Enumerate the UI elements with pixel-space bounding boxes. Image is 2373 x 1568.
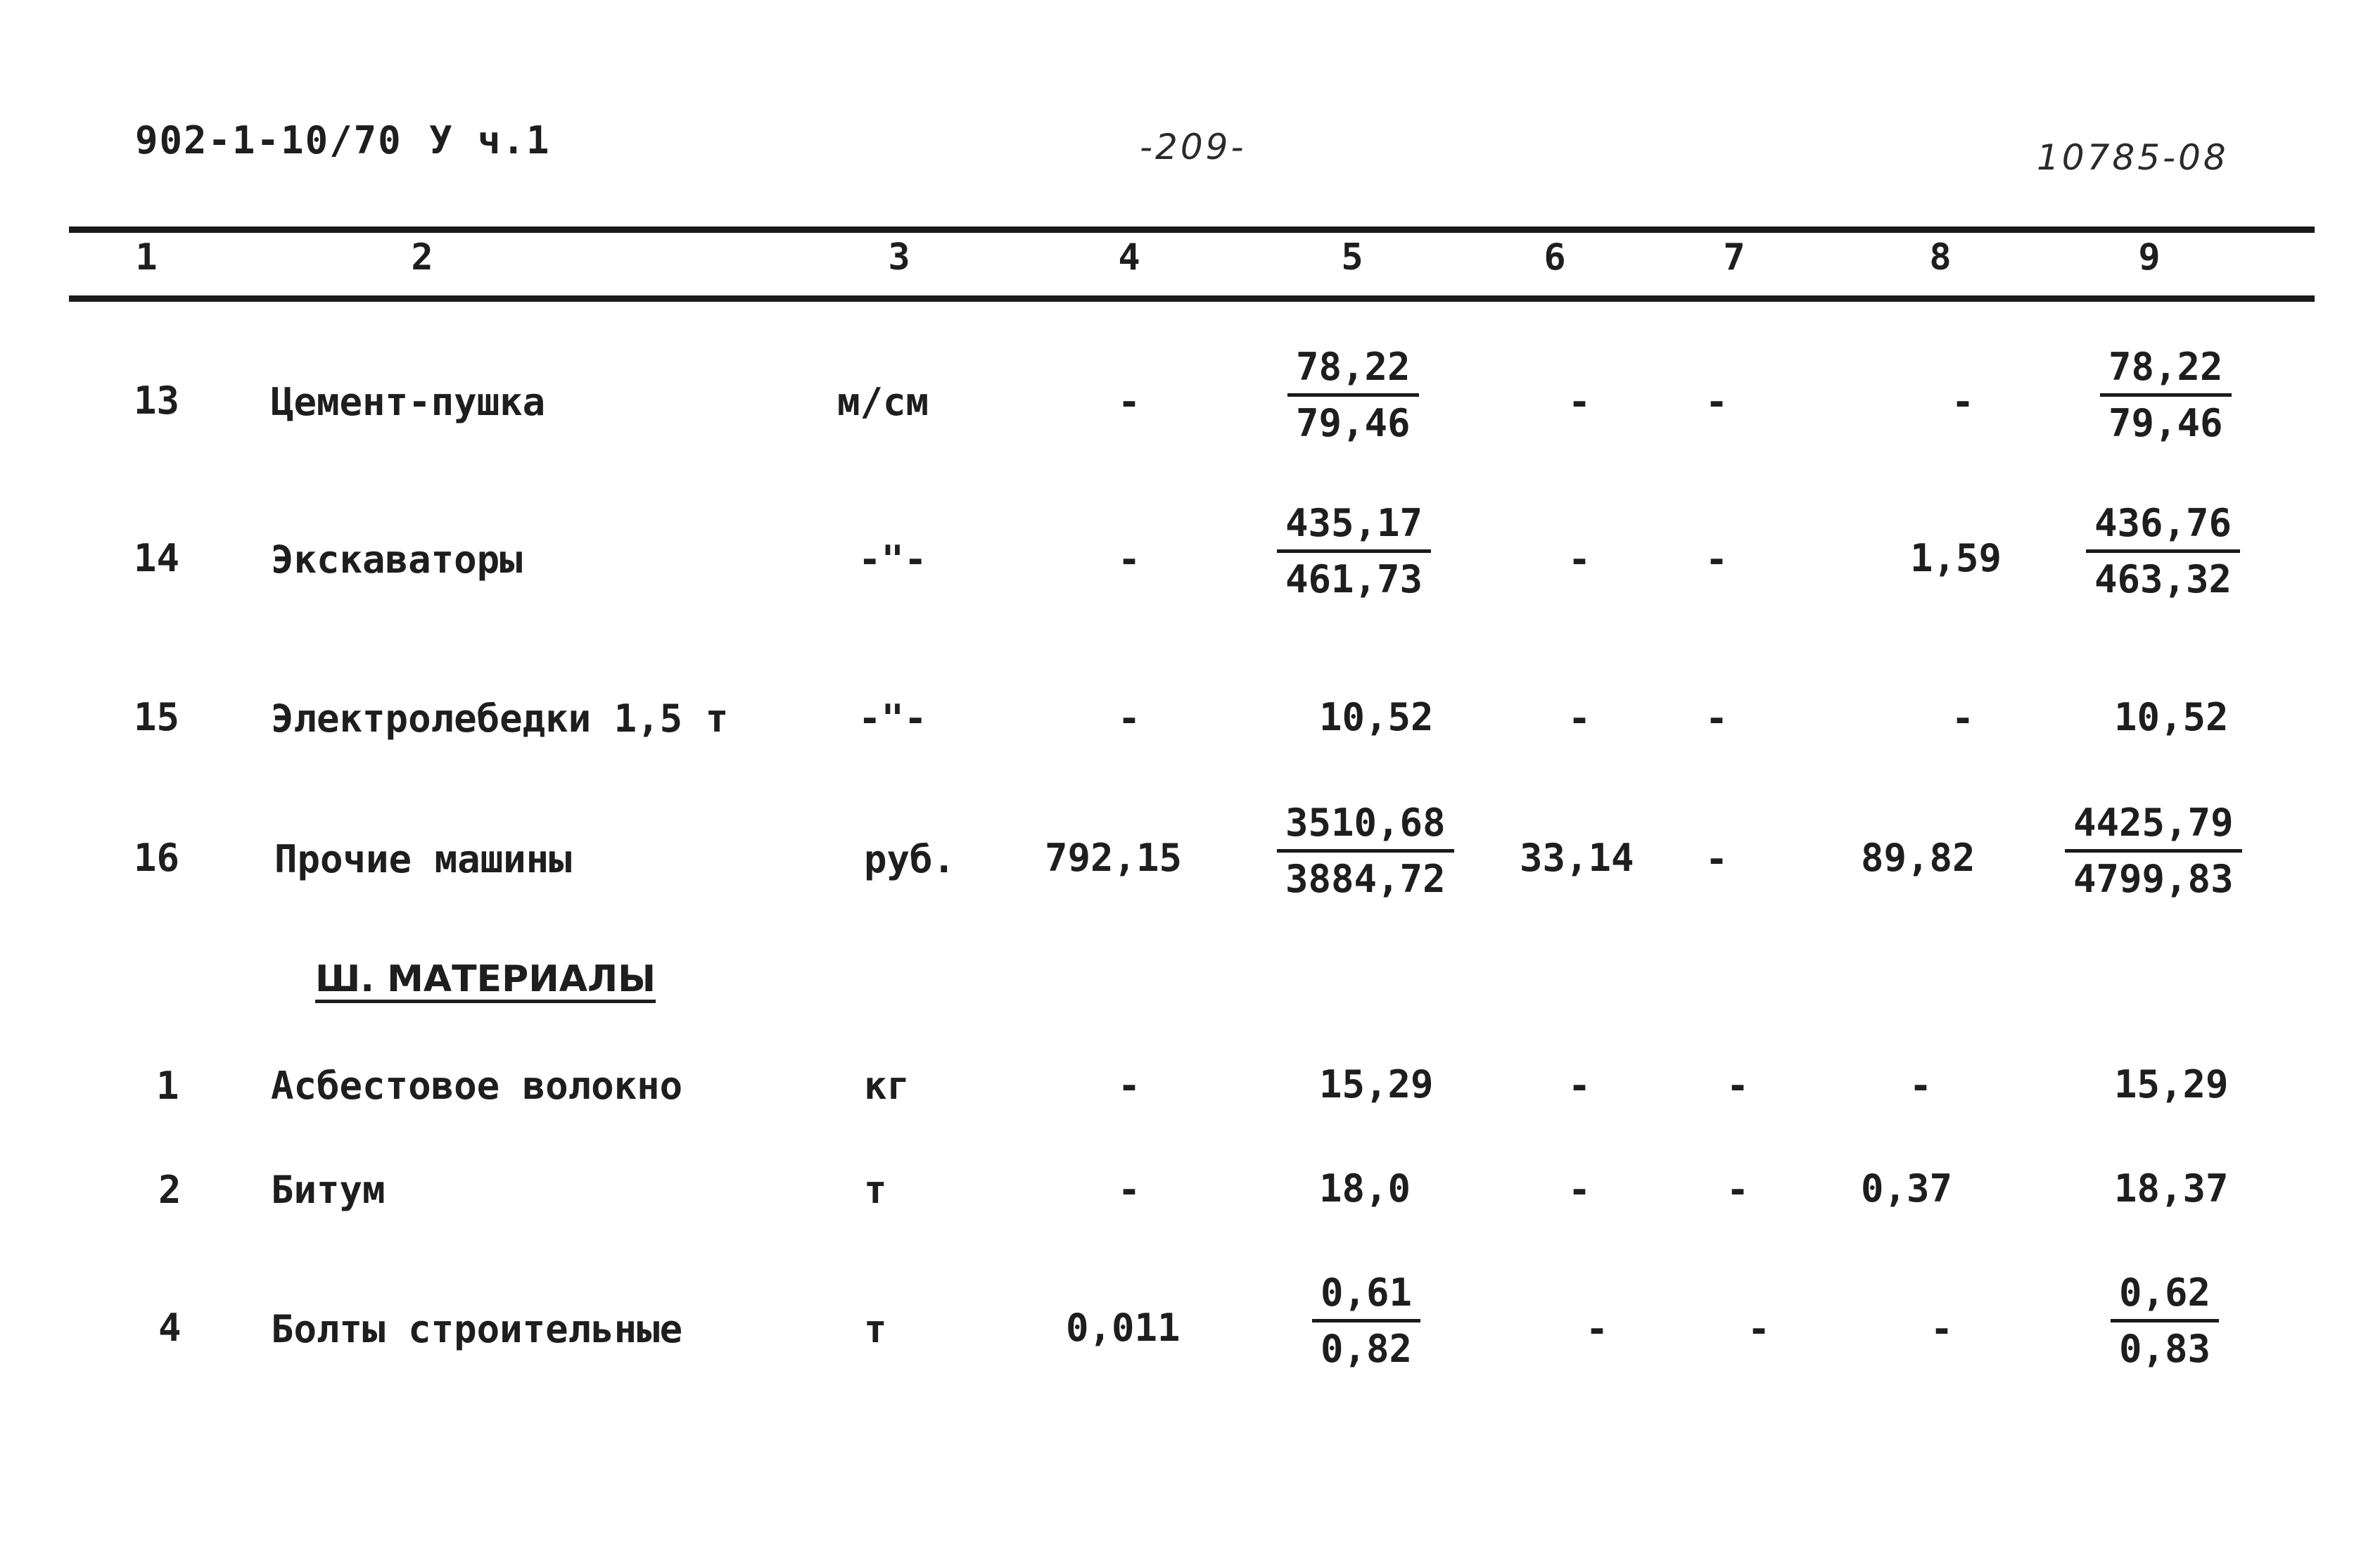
row-col9-fraction (2100, 345, 2232, 445)
row-number: 15 (134, 695, 180, 739)
row-name: Электролебедки 1,5 т (271, 696, 729, 741)
row-col5-fraction (1312, 1270, 1420, 1371)
row-col9: 10,52 (2114, 695, 2229, 739)
row-number: 1 (156, 1064, 179, 1108)
row-unit: т (864, 1307, 887, 1351)
column-number-6: 6 (1544, 236, 1566, 279)
row-col9: 18,37 (2114, 1166, 2229, 1211)
row-col9-top: 0,62 (2111, 1270, 2219, 1322)
row-col6: - (1567, 380, 1591, 424)
row-number: 13 (134, 378, 180, 423)
row-col9: 15,29 (2114, 1062, 2229, 1107)
row-col8: 89,82 (1861, 836, 1976, 880)
row-col6: 33,14 (1520, 836, 1634, 880)
row-col4: 0,011 (1066, 1306, 1181, 1350)
row-col9-fraction (2086, 501, 2240, 601)
table-top-rule (69, 227, 2315, 233)
document-part: У ч.1 (429, 118, 551, 162)
row-col9-top: 4425,79 (2065, 801, 2242, 853)
row-col6: - (1585, 1307, 1609, 1351)
row-name: Асбестовое волокно (271, 1064, 683, 1108)
row-col7: - (1705, 837, 1729, 881)
row-col4: - (1117, 1168, 1141, 1212)
document-code: 902-1-10/70 (135, 118, 402, 162)
row-number: 14 (134, 536, 180, 580)
column-number-3: 3 (888, 236, 910, 279)
row-col7: - (1747, 1307, 1771, 1351)
row-col8: - (1930, 1307, 1954, 1351)
row-col5: 15,29 (1319, 1062, 1434, 1107)
row-col9-bottom: 0,83 (2119, 1327, 2211, 1371)
row-name: Болты строительные (271, 1307, 683, 1351)
row-col9-top: 78,22 (2100, 345, 2232, 397)
row-number: 16 (134, 836, 180, 880)
column-number-9: 9 (2138, 236, 2161, 279)
row-col7: - (1726, 1064, 1750, 1108)
row-unit: кг (864, 1064, 910, 1108)
row-col4: 792,15 (1045, 836, 1183, 880)
row-col4: - (1117, 537, 1141, 582)
row-unit: м/см (837, 380, 929, 424)
page-number: -209- (1140, 127, 1247, 167)
stamp-number: 10785-08 (2037, 137, 2229, 178)
row-number: 4 (158, 1306, 182, 1350)
row-col5: 10,52 (1319, 695, 1434, 739)
row-col6: - (1567, 537, 1591, 582)
row-col7: - (1705, 696, 1729, 741)
row-col5-top: 435,17 (1277, 501, 1431, 553)
row-col9-bottom: 4799,83 (2073, 857, 2234, 901)
row-col8: - (1951, 696, 1975, 741)
row-col8: - (1951, 380, 1975, 424)
row-name: Экскаваторы (271, 537, 523, 582)
row-col8: 0,37 (1861, 1166, 1953, 1211)
column-number-4: 4 (1118, 236, 1140, 279)
row-col5: 18,0 (1319, 1166, 1411, 1211)
row-col9-bottom: 463,32 (2094, 557, 2232, 601)
row-unit: -"- (858, 696, 927, 741)
row-col7: - (1705, 537, 1729, 582)
row-col5-top: 3510,68 (1277, 801, 1454, 853)
section-title-materials: Ш. МАТЕРИАЛЫ (315, 958, 656, 1000)
row-col5-bottom: 3884,72 (1285, 857, 1446, 901)
row-col7: - (1705, 380, 1729, 424)
row-col8: - (1909, 1064, 1933, 1108)
row-col8: 1,59 (1910, 536, 2002, 580)
row-name: Цемент-пушка (271, 380, 546, 424)
row-col9-top: 436,76 (2086, 501, 2240, 553)
column-number-8: 8 (1929, 236, 1952, 279)
row-col6: - (1567, 1064, 1591, 1108)
row-col4: - (1117, 696, 1141, 741)
row-col9-fraction (2111, 1270, 2219, 1371)
row-col5-fraction (1287, 345, 1419, 445)
row-col9-bottom: 79,46 (2108, 401, 2223, 445)
row-col5-bottom: 79,46 (1296, 401, 1411, 445)
column-number-1: 1 (135, 236, 158, 279)
row-col6: - (1567, 1168, 1591, 1212)
row-unit: -"- (858, 537, 927, 582)
row-name: Прочие машины (274, 837, 572, 881)
row-unit: т (864, 1168, 887, 1212)
row-col9-fraction (2065, 801, 2242, 901)
table-header-rule (69, 295, 2315, 302)
row-name: Битум (271, 1168, 386, 1212)
column-number-7: 7 (1723, 236, 1745, 279)
row-col6: - (1567, 696, 1591, 741)
row-col4: - (1117, 1064, 1141, 1108)
row-col7: - (1726, 1168, 1750, 1212)
column-number-2: 2 (411, 236, 433, 279)
row-col4: - (1117, 380, 1141, 424)
row-col5-top: 78,22 (1287, 345, 1419, 397)
row-number: 2 (158, 1168, 182, 1212)
row-col5-fraction (1277, 501, 1431, 601)
row-col5-top: 0,61 (1312, 1270, 1420, 1322)
row-col5-bottom: 461,73 (1285, 557, 1423, 601)
column-number-5: 5 (1341, 236, 1363, 279)
row-col5-bottom: 0,82 (1321, 1327, 1413, 1371)
row-col5-fraction (1277, 801, 1454, 901)
row-unit: руб. (864, 837, 956, 881)
